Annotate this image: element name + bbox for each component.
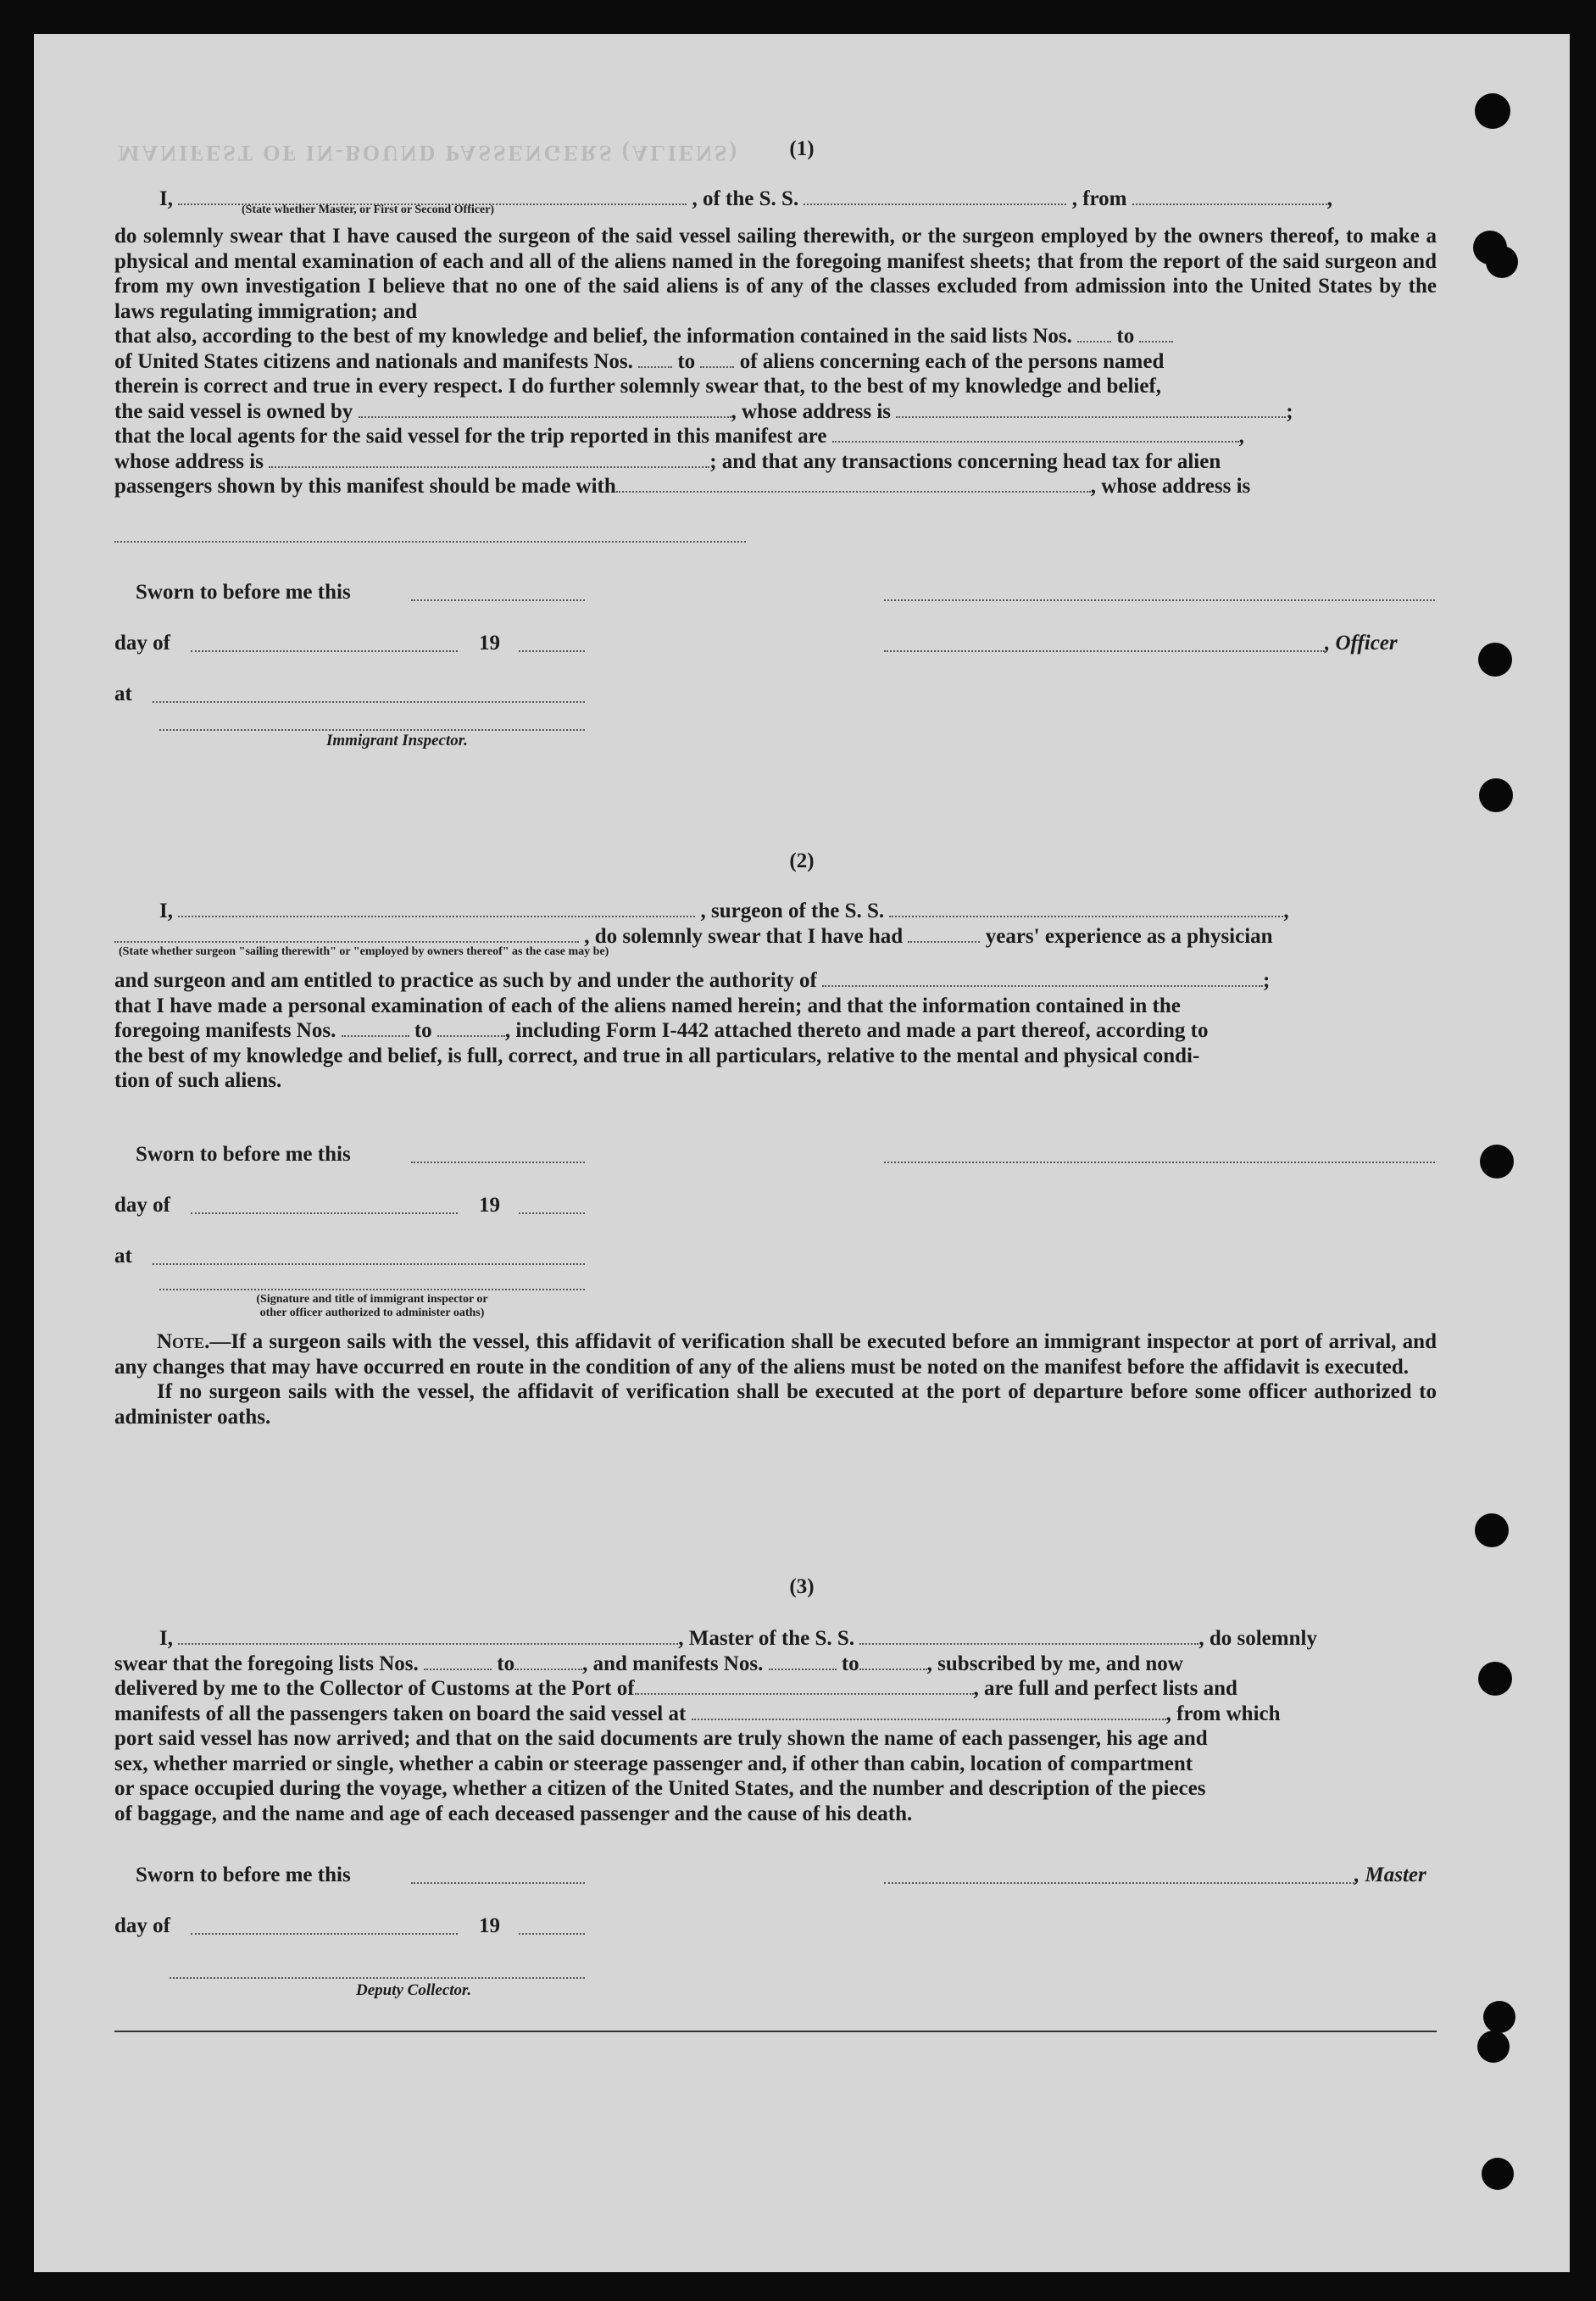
bleed-through-text: MANIFEST OF IN-BOUND PASSENGERS (ALIENS) — [119, 141, 740, 165]
day-of-label-2: day of — [114, 1194, 170, 1217]
binder-hole — [1477, 2031, 1510, 2063]
day-line-2 — [191, 1212, 458, 1214]
section-2-first-line: I, , surgeon of the S. S. , — [159, 900, 1289, 922]
at-line-2 — [153, 1263, 585, 1265]
day-of-label-1: day of — [114, 632, 170, 655]
sworn-line-1 — [411, 599, 585, 601]
year-line-3 — [519, 1933, 585, 1935]
at-label-2: at — [114, 1245, 132, 1268]
binder-hole — [1482, 2158, 1514, 2190]
officer-signature-line — [884, 599, 1435, 601]
officer-signature-line-2 — [159, 1289, 585, 1290]
year-line-2 — [519, 1212, 585, 1214]
section-2-second-line: , do solemnly swear that I have had years' experience as a physician — [114, 924, 1273, 949]
sworn-line-3 — [411, 1882, 585, 1884]
section-2-number: (2) — [789, 850, 815, 872]
bottom-rule — [114, 2031, 1437, 2032]
year-line-1 — [519, 650, 585, 652]
officer-hint: (State whether Master, or First or Second Officer) — [242, 203, 495, 216]
deputy-collector-caption: Deputy Collector. — [356, 1981, 472, 1999]
signature-caption: (Signature and title of immigrant inspector or other officer authorized to administer oaths) — [256, 1293, 488, 1319]
note-paragraph: Note.—If a surgeon sails with the vessel, this affidavit of verification shall be executed before an immigrant inspector at port of arrival, and any changes that may have occurred en route in the condition of any of the aliens must be noted on the manifest before the affidavit is executed. If no surgeon sails with the vessel, the affidavit of verification shall be executed at the port of departure before some officer authorized to administer oaths. — [114, 1330, 1437, 1429]
officer-label: , Officer — [1325, 632, 1398, 655]
binder-hole — [1480, 1145, 1514, 1178]
at-line-1 — [153, 701, 585, 703]
at-label-1: at — [114, 682, 132, 705]
sworn-label-2: Sworn to before me this — [136, 1143, 351, 1166]
section-1-first-line: I, , of the S. S. , from , — [159, 187, 1332, 210]
section-3-paragraph: I, , Master of the S. S. , do solemnly swear that the foregoing lists Nos. to , and manifests Nos. to , subscribed by me, and now delivered by me to the Collector of Customs at the Port of , are full and perfect lists and manifests of all the passengers taken on board the said vessel at , from which port said vessel has now arrived; and that on the said documents are truly shown the name of each passenger, his age and sex, whether married or single, whether a cabin or steerage passenger and, if other than cabin, location of compartment or space occupied during the voyage, whether a citizen of the United States, and the number and description of the pieces of baggage, and the name and age of each deceased passenger and the cause of his death. — [114, 1627, 1317, 1825]
surgeon-hint: (State whether surgeon "sailing therewith" or "employed by owners thereof" as the case may be) — [119, 945, 609, 958]
year-label-2: 19 — [479, 1194, 500, 1217]
binder-hole — [1479, 778, 1513, 812]
sworn-line-2 — [411, 1162, 585, 1163]
immigrant-inspector-caption: Immigrant Inspector. — [326, 732, 468, 749]
inspector-signature-line — [159, 729, 585, 731]
master-label: , Master — [1354, 1864, 1426, 1886]
year-label-1: 19 — [479, 632, 500, 655]
binder-hole — [1475, 93, 1510, 129]
binder-hole — [1478, 643, 1512, 677]
day-line-3 — [191, 1933, 458, 1935]
address-line — [114, 541, 746, 543]
document-page — [34, 34, 1570, 2272]
day-line-1 — [191, 650, 458, 652]
deputy-signature-line — [170, 1977, 585, 1979]
section-1-paragraph: do solemnly swear that I have caused the surgeon of the said vessel sailing therewith, or the surgeon employed by the owners thereof, to make a physical and mental examination of each and all of the aliens named in the foregoing manifest sheets; that from the report of the said surgeon and from my own investigation I believe that no one of the said aliens is of any of the classes excluded from admission into the United States by the laws regulating immigration; and that also, according to the best of my knowledge and belief, the information contained in the said lists Nos. to of United States citizens and nationals and manifests Nos. to of aliens concerning each of the persons named therein is correct and true in every respect. I do further solemnly swear that, to the best of my knowledge and belief, the said vessel is owned by , whose address is ; that the local agents for the said vessel for the trip reported in this manifest are , whose address is ; and that any transactions concerning head tax for alien passengers shown by this manifest should be made with , whose address is — [114, 225, 1437, 498]
year-label-3: 19 — [479, 1914, 500, 1937]
surgeon-signature-line — [884, 1162, 1435, 1163]
section-1-number: (1) — [789, 137, 815, 160]
binder-hole — [1483, 2001, 1515, 2033]
section-2-paragraph: and surgeon and am entitled to practice as such by and under the authority of ; that I have made a personal examination of each of the aliens named herein; and that the information contained in the foregoing manifests Nos. to , including Form I-442 attached thereto and made a part thereof, according to the best of my knowledge and belief, is full, correct, and true in all particulars, relative to the mental and physical condi- tion of such aliens. — [114, 969, 1271, 1092]
sworn-label-3: Sworn to before me this — [136, 1864, 351, 1886]
master-signature-line — [884, 1882, 1354, 1884]
officer-line — [884, 650, 1325, 652]
section-3-number: (3) — [789, 1575, 815, 1598]
binder-hole — [1478, 1662, 1512, 1696]
binder-hole — [1486, 246, 1518, 278]
sworn-label-1: Sworn to before me this — [136, 581, 351, 604]
binder-hole — [1475, 1513, 1509, 1547]
day-of-label-3: day of — [114, 1914, 170, 1937]
